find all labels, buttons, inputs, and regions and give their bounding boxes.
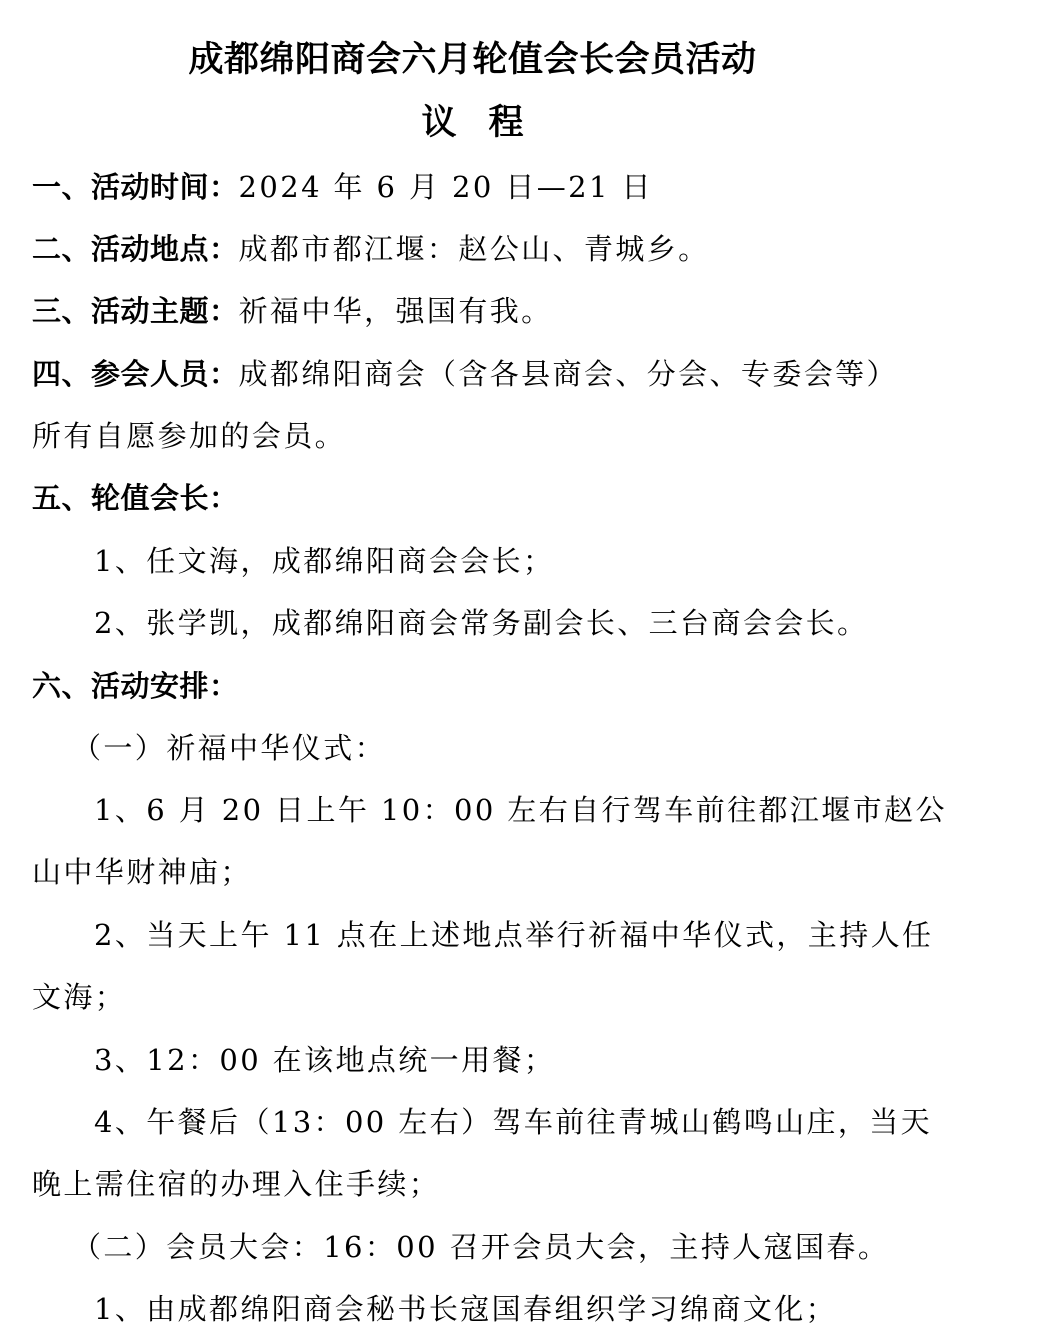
section-time [32, 167, 653, 207]
arrangement-item-line: 山中华财神庙； [32, 855, 252, 889]
arrangement-item-line: 2、当天上午 11 点在上述地点举行祈福中华仪式，主持人任 [94, 918, 934, 952]
arrangement-part2-item: 1、由成都绵阳商会秘书长寇国春组织学习绵商文化； [94, 1292, 838, 1326]
section-participants [32, 354, 898, 394]
section-place-value: 成都市都江堰：赵公山、青城乡。 [238, 232, 710, 266]
document-title: 成都绵阳商会六月轮值会长会员活动 [188, 40, 757, 80]
section-place-heading: 二、活动地点： [32, 232, 239, 266]
section-participants-continuation: 所有自愿参加的会员。 [32, 419, 347, 453]
arrangement-item-line: 文海； [32, 980, 127, 1014]
document-subtitle: 议程 [421, 103, 556, 143]
section-participants-heading: 四、参会人员： [32, 357, 239, 391]
section-time-value: 2024 年 6 月 20 日—21 日 [238, 170, 653, 204]
president-item: 1、任文海，成都绵阳商会会长； [94, 544, 555, 578]
arrangement-part2-heading: （二）会员大会：16：00 召开会员大会，主持人寇国春。 [72, 1230, 890, 1264]
arrangement-item-line: 4、午餐后（13：00 左右）驾车前往青城山鹤鸣山庄，当天 [94, 1105, 933, 1139]
section-place [32, 229, 710, 269]
section-arrangement-heading: 六、活动安排： [32, 669, 239, 703]
section-theme-value: 祈福中华，强国有我。 [238, 294, 553, 328]
arrangement-item-line: 1、6 月 20 日上午 10：00 左右自行驾车前往都江堰市赵公 [94, 793, 947, 827]
arrangement-item-line: 晚上需住宿的办理入住手续； [32, 1167, 441, 1201]
section-participants-value: 成都绵阳商会（含各县商会、分会、专委会等） [238, 357, 898, 391]
section-theme-heading: 三、活动主题： [32, 294, 239, 328]
arrangement-part1-heading: （一）祈福中华仪式： [72, 731, 387, 765]
section-rotating-president-heading: 五、轮值会长： [32, 481, 239, 515]
section-time-heading: 一、活动时间： [32, 170, 239, 204]
section-theme [32, 291, 553, 331]
president-item: 2、张学凯，成都绵阳商会常务副会长、三台商会会长。 [94, 606, 869, 640]
arrangement-item-line: 3、12：00 在该地点统一用餐； [94, 1043, 556, 1077]
